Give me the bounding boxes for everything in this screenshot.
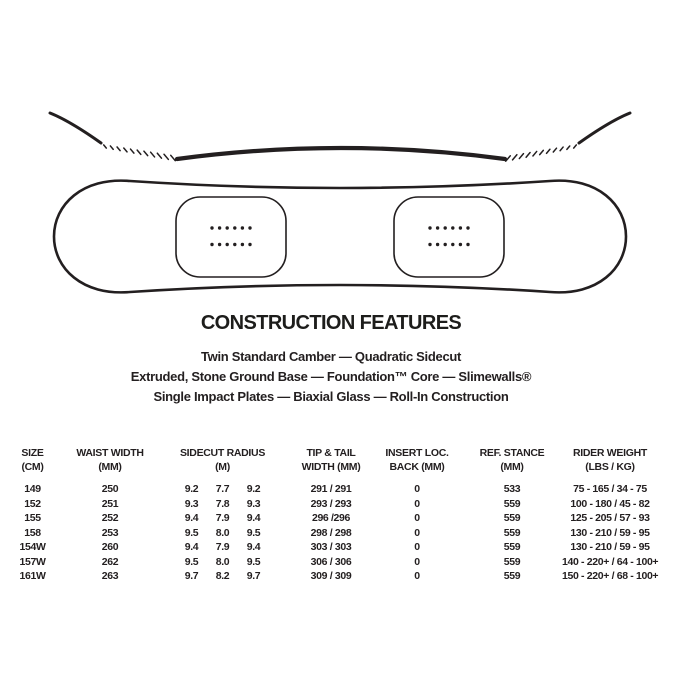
binding-insert-dots xyxy=(210,226,469,246)
contact-zone-hatch-right xyxy=(506,145,577,161)
spec-cell-waist: 252 xyxy=(101,512,119,524)
tail-tip-curve xyxy=(579,113,630,143)
table-row xyxy=(0,526,680,541)
table-row xyxy=(0,482,680,497)
board-outline xyxy=(54,181,626,293)
spec-cell-sidecut: 9.5 8.0 9.5 xyxy=(184,555,261,568)
spec-cell-weight: 75 - 165 / 34 - 75 xyxy=(573,483,647,495)
spec-cell-tip_tail: 291 / 291 xyxy=(310,483,352,495)
spec-cell-insert: 0 xyxy=(414,497,420,510)
spec-cell-waist: 260 xyxy=(101,541,119,553)
table-row xyxy=(0,569,680,584)
col-header-tip-tail-width: TIP & TAIL WIDTH (MM) xyxy=(301,447,361,473)
spec-cell-waist: 253 xyxy=(101,526,119,539)
col-header-sidecut-radius: SIDECUT RADIUS (M) xyxy=(179,447,266,473)
nose-tip-curve xyxy=(50,113,101,143)
page-title: CONSTRUCTION FEATURES xyxy=(200,312,462,334)
spec-cell-stance: 559 xyxy=(503,526,521,539)
spec-cell-insert: 0 xyxy=(414,512,420,524)
spec-cell-waist: 250 xyxy=(101,483,119,495)
spec-cell-tip_tail: 296 /296 xyxy=(311,512,351,524)
spec-cell-insert: 0 xyxy=(414,541,420,553)
spec-cell-stance: 559 xyxy=(503,497,521,510)
spec-cell-size: 149 xyxy=(24,483,41,495)
feature-line: Single Impact Plates — Biaxial Glass — Roll-In Construction xyxy=(153,389,509,404)
spec-cell-size: 157W xyxy=(19,555,46,568)
col-header-rider-weight: RIDER WEIGHT (LBS / KG) xyxy=(573,447,647,473)
spec-cell-weight: 100 - 180 / 45 - 82 xyxy=(570,497,650,510)
spec-cell-sidecut: 9.5 8.0 9.5 xyxy=(184,526,261,539)
insert-pack-right xyxy=(394,197,504,277)
construction-section xyxy=(0,312,662,407)
spec-cell-tip_tail: 306 / 306 xyxy=(310,555,352,568)
spec-cell-insert: 0 xyxy=(414,526,420,539)
col-header-insert-loc: INSERT LOC. BACK (MM) xyxy=(385,447,449,473)
spec-cell-size: 158 xyxy=(24,526,41,539)
spec-cell-weight: 130 - 210 / 59 - 95 xyxy=(570,526,650,539)
spec-table xyxy=(0,444,680,584)
feature-line: Extruded, Stone Ground Base — Foundation™ Core — Slimewalls® xyxy=(130,369,532,384)
spec-cell-tip_tail: 298 / 298 xyxy=(310,526,352,539)
spec-table-header xyxy=(0,444,680,474)
col-header-waist-width: WAIST WIDTH (MM) xyxy=(76,447,144,473)
table-row xyxy=(0,540,680,555)
spec-cell-waist: 251 xyxy=(101,497,119,510)
snowboard-diagram xyxy=(0,0,680,312)
table-row xyxy=(0,511,680,526)
spec-cell-stance: 533 xyxy=(503,483,521,495)
spec-cell-sidecut: 9.3 7.8 9.3 xyxy=(184,497,261,510)
spec-cell-tip_tail: 293 / 293 xyxy=(310,497,352,510)
spec-cell-sidecut: 9.4 7.9 9.4 xyxy=(184,541,261,553)
spec-cell-stance: 559 xyxy=(503,541,521,553)
spec-cell-waist: 263 xyxy=(101,570,119,582)
spec-cell-tip_tail: 309 / 309 xyxy=(310,570,352,582)
spec-cell-size: 154W xyxy=(19,541,46,553)
camber-side-profile xyxy=(50,113,630,161)
spec-cell-size: 155 xyxy=(24,512,41,524)
table-row xyxy=(0,555,680,570)
col-header-size: SIZE (CM) xyxy=(21,447,44,473)
spec-cell-stance: 559 xyxy=(503,555,521,568)
spec-cell-weight: 140 - 220+ / 64 - 100+ xyxy=(562,555,659,568)
spec-cell-insert: 0 xyxy=(414,555,420,568)
insert-pack-left xyxy=(176,197,286,277)
table-row xyxy=(0,497,680,512)
spec-cell-stance: 559 xyxy=(503,512,521,524)
camber-arc xyxy=(177,148,505,159)
spec-cell-insert: 0 xyxy=(414,483,420,495)
spec-cell-sidecut: 9.7 8.2 9.7 xyxy=(184,570,261,582)
spec-cell-weight: 125 - 205 / 57 - 93 xyxy=(570,512,650,524)
spec-cell-weight: 150 - 220+ / 68 - 100+ xyxy=(562,570,659,582)
spec-cell-tip_tail: 303 / 303 xyxy=(310,541,352,553)
spec-cell-sidecut: 9.2 7.7 9.2 xyxy=(184,483,261,495)
spec-cell-size: 161W xyxy=(19,570,46,582)
spec-cell-size: 152 xyxy=(24,497,41,510)
contact-zone-hatch-left xyxy=(104,145,176,161)
col-header-ref-stance: REF. STANCE (MM) xyxy=(479,447,545,473)
construction-features xyxy=(0,347,662,407)
feature-line: Twin Standard Camber — Quadratic Sidecut xyxy=(200,349,462,364)
spec-cell-stance: 559 xyxy=(503,570,521,582)
board-top-view xyxy=(54,181,626,293)
spec-cell-waist: 262 xyxy=(101,555,119,568)
spec-cell-insert: 0 xyxy=(414,570,420,582)
spec-cell-sidecut: 9.4 7.9 9.4 xyxy=(184,512,261,524)
spec-table-body xyxy=(0,482,680,584)
spec-cell-weight: 130 - 210 / 59 - 95 xyxy=(570,541,650,553)
